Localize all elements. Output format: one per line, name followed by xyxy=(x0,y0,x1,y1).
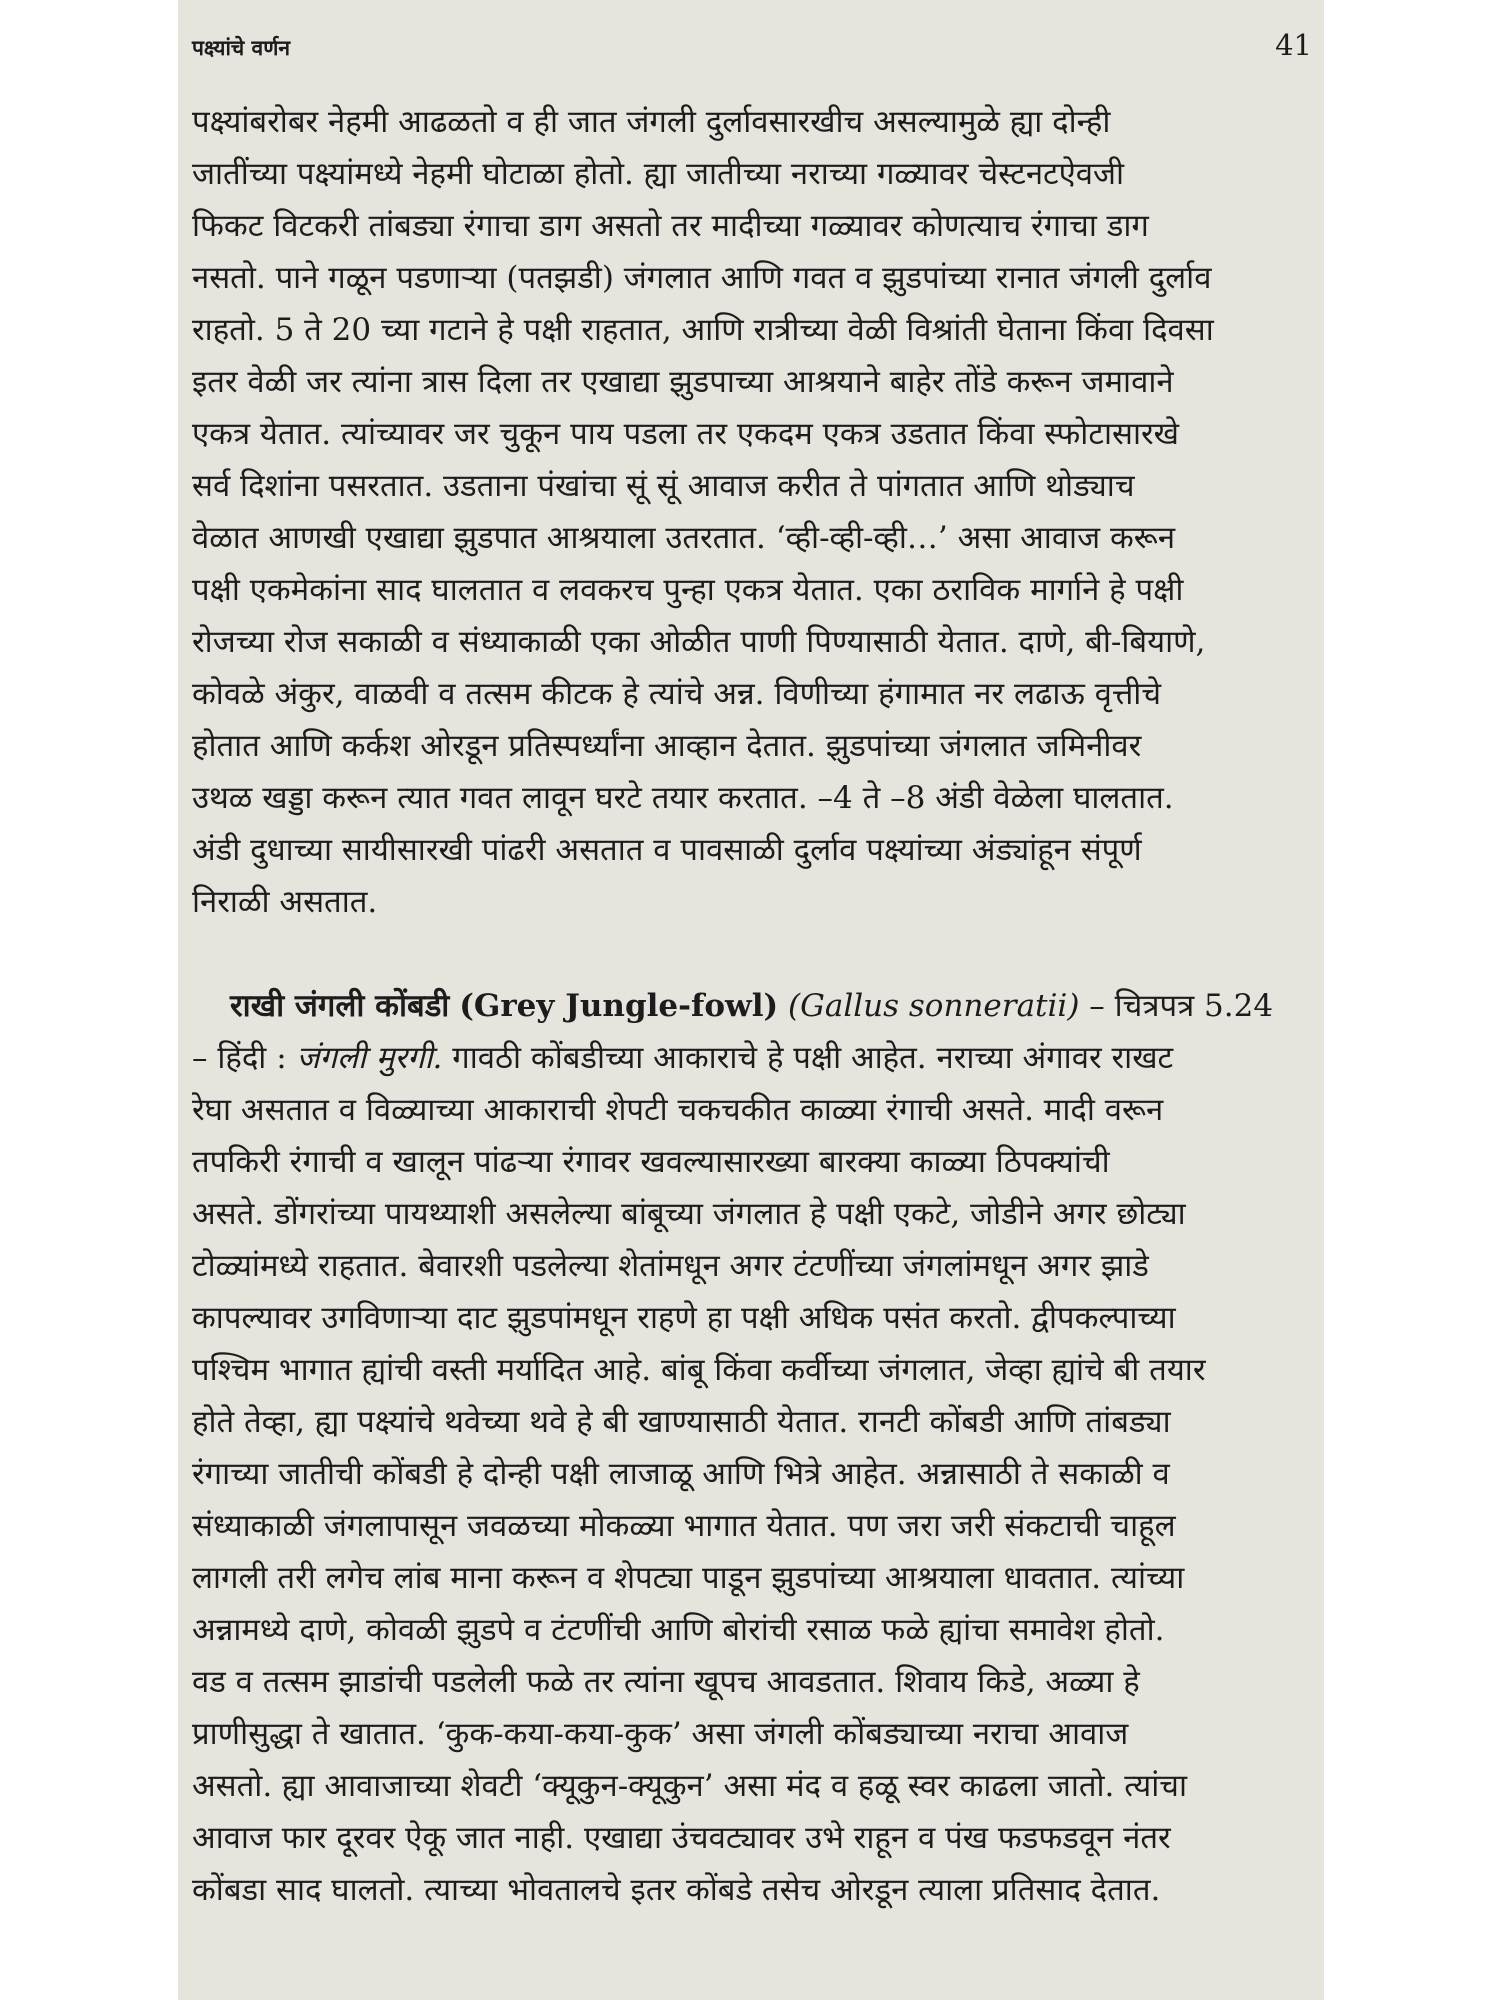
text-line: जातींच्या पक्ष्यांमध्ये नेहमी घोटाळा होतो. ह्या जातीच्या नराच्या गळ्यावर चेस्टनटऐवजी xyxy=(192,156,1125,192)
text-line: संध्याकाळी जंगलापासून जवळच्या मोकळ्या भागात येतात. पण जरा जरी संकटाची चाहूल xyxy=(192,1508,1176,1544)
species-entry-heading xyxy=(192,980,1314,1032)
species-name-english: (Grey Jungle-fowl) xyxy=(459,988,779,1024)
plate-reference: – चित्रपत्र 5.24 xyxy=(1079,988,1274,1024)
text-line: रेघा असतात व विळ्याच्या आकाराची शेपटी चकचकीत काळ्या रंगाची असते. मादी वरून xyxy=(192,1092,1164,1128)
running-header xyxy=(192,28,1312,76)
text-line: असतो. ह्या आवाजाच्या शेवटी ‘क्यूकुन-क्यूकुन’ असा मंद व हळू स्वर काढला जातो. त्यांचा xyxy=(192,1768,1187,1804)
text-fragment: गावठी कोंबडीच्या आकाराचे हे पक्षी आहेत. नराच्या अंगावर राखट xyxy=(442,1040,1174,1076)
species-scientific-name: (Gallus sonneratii) xyxy=(788,988,1080,1024)
text-line xyxy=(192,1032,1314,1084)
text-line: पक्ष्यांबरोबर नेहमी आढळतो व ही जात जंगली दुर्लावसारखीच असल्यामुळे ह्या दोन्ही xyxy=(192,104,1111,140)
text-line: लागली तरी लगेच लांब माना करून व शेपट्या पाडून झुडपांच्या आश्रयाला धावतात. त्यांच्या xyxy=(192,1560,1185,1596)
text-line: एकत्र येतात. त्यांच्यावर जर चुकून पाय पडला तर एकदम एकत्र उडतात किंवा स्फोटासारखे xyxy=(192,416,1180,452)
text-line: राहतो. 5 ते 20 च्या गटाने हे पक्षी राहतात, आणि रात्रीच्या वेळी विश्रांती घेताना किंवा दिवसा xyxy=(192,312,1214,348)
text-line: रोजच्या रोज सकाळी व संध्याकाळी एका ओळीत पाणी पिण्यासाठी येतात. दाणे, बी-बियाणे, xyxy=(192,624,1206,660)
text-line: आवाज फार दूरवर ऐकू जात नाही. एखाद्या उंचवट्यावर उभे राहून व पंख फडफडवून नंतर xyxy=(192,1820,1171,1856)
text-line: पश्चिम भागात ह्यांची वस्ती मर्यादित आहे. बांबू किंवा कर्वीच्या जंगलात, जेव्हा ह्यांचे बी तयार xyxy=(192,1352,1206,1388)
text-line: निराळी असतात. xyxy=(192,884,378,920)
hindi-prefix: – हिंदी : xyxy=(192,1040,297,1076)
text-line: उथळ खड्डा करून त्यात गवत लावून घरटे तयार करतात. –4 ते –8 अंडी वेळेला घालतात. xyxy=(192,780,1174,816)
text-line: वेळात आणखी एखाद्या झुडपात आश्रयाला उतरतात. ‘व्ही-व्ही-व्ही…’ असा आवाज करून xyxy=(192,520,1176,556)
running-title: पक्ष्यांचे वर्णन xyxy=(192,35,291,60)
text-line: प्राणीसुद्धा ते खातात. ‘कुक-कया-कया-कुक’ असा जंगली कोंबड्याच्या नराचा आवाज xyxy=(192,1716,1129,1752)
text-line: वड व तत्सम झाडांची पडलेली फळे तर त्यांना खूपच आवडतात. शिवाय किडे, अळ्या हे xyxy=(192,1664,1140,1700)
text-line: होतात आणि कर्कश ओरडून प्रतिस्पर्ध्यांना आव्हान देतात. झुडपांच्या जंगलात जमिनीवर xyxy=(192,728,1142,764)
text-line: नसतो. पाने गळून पडणाऱ्या (पतझडी) जंगलात आणि गवत व झुडपांच्या रानात जंगली दुर्लाव xyxy=(192,260,1212,296)
text-line: तपकिरी रंगाची व खालून पांढऱ्या रंगावर खवल्यासारख्या बारक्या काळ्या ठिपक्यांची xyxy=(192,1144,1110,1180)
species-name-marathi: राखी जंगली कोंबडी xyxy=(230,988,450,1024)
text-line: असते. डोंगरांच्या पायथ्याशी असलेल्या बांबूच्या जंगलात हे पक्षी एकटे, जोडीने अगर छोट्या xyxy=(192,1196,1186,1232)
text-line: अन्नामध्ये दाणे, कोवळी झुडपे व टंटणींची आणि बोरांची रसाळ फळे ह्यांचा समावेश होतो. xyxy=(192,1612,1165,1648)
hindi-name: जंगली मुरगी. xyxy=(296,1040,443,1076)
text-line: अंडी दुधाच्या सायीसारखी पांढरी असतात व पावसाळी दुर्लाव पक्ष्यांच्या अंड्यांहून संपूर्ण xyxy=(192,832,1142,868)
text-line: फिकट विटकरी तांबड्या रंगाचा डाग असतो तर मादीच्या गळ्यावर कोणत्याच रंगाचा डाग xyxy=(192,208,1149,244)
text-line: कोंबडा साद घालतो. त्याच्या भोवतालचे इतर कोंबडे तसेच ओरडून त्याला प्रतिसाद देतात. xyxy=(192,1872,1161,1908)
text-line: कोवळे अंकुर, वाळवी व तत्सम कीटक हे त्यांचे अन्न. विणीच्या हंगामात नर लढाऊ वृत्तीचे xyxy=(192,676,1161,712)
text-line: सर्व दिशांना पसरतात. उडताना पंखांचा सूं सूं आवाज करीत ते पांगतात आणि थोड्याच xyxy=(192,468,1135,504)
book-page xyxy=(178,0,1324,2000)
text-line: कापल्यावर उगविणाऱ्या दाट झुडपांमधून राहणे हा पक्षी अधिक पसंत करतो. द्वीपकल्पाच्या xyxy=(192,1300,1176,1336)
text-line: पक्षी एकमेकांना साद घालतात व लवकरच पुन्हा एकत्र येतात. एका ठराविक मार्गाने हे पक्षी xyxy=(192,572,1184,608)
text-line: इतर वेळी जर त्यांना त्रास दिला तर एखाद्या झुडपाच्या आश्रयाने बाहेर तोंडे करून जमावाने xyxy=(192,364,1174,400)
text-line: होते तेव्हा, ह्या पक्ष्यांचे थवेच्या थवे हे बी खाण्यासाठी येतात. रानटी कोंबडी आणि तांबड्या xyxy=(192,1404,1171,1440)
page-number: 41 xyxy=(1275,28,1312,62)
text-line: टोळ्यांमध्ये राहतात. बेवारशी पडलेल्या शेतांमधून अगर टंटणींच्या जंगलांमधून अगर झाडे xyxy=(192,1248,1149,1284)
text-line: रंगाच्या जातीची कोंबडी हे दोन्ही पक्षी लाजाळू आणि भित्रे आहेत. अन्नासाठी ते सकाळी व xyxy=(192,1456,1170,1492)
